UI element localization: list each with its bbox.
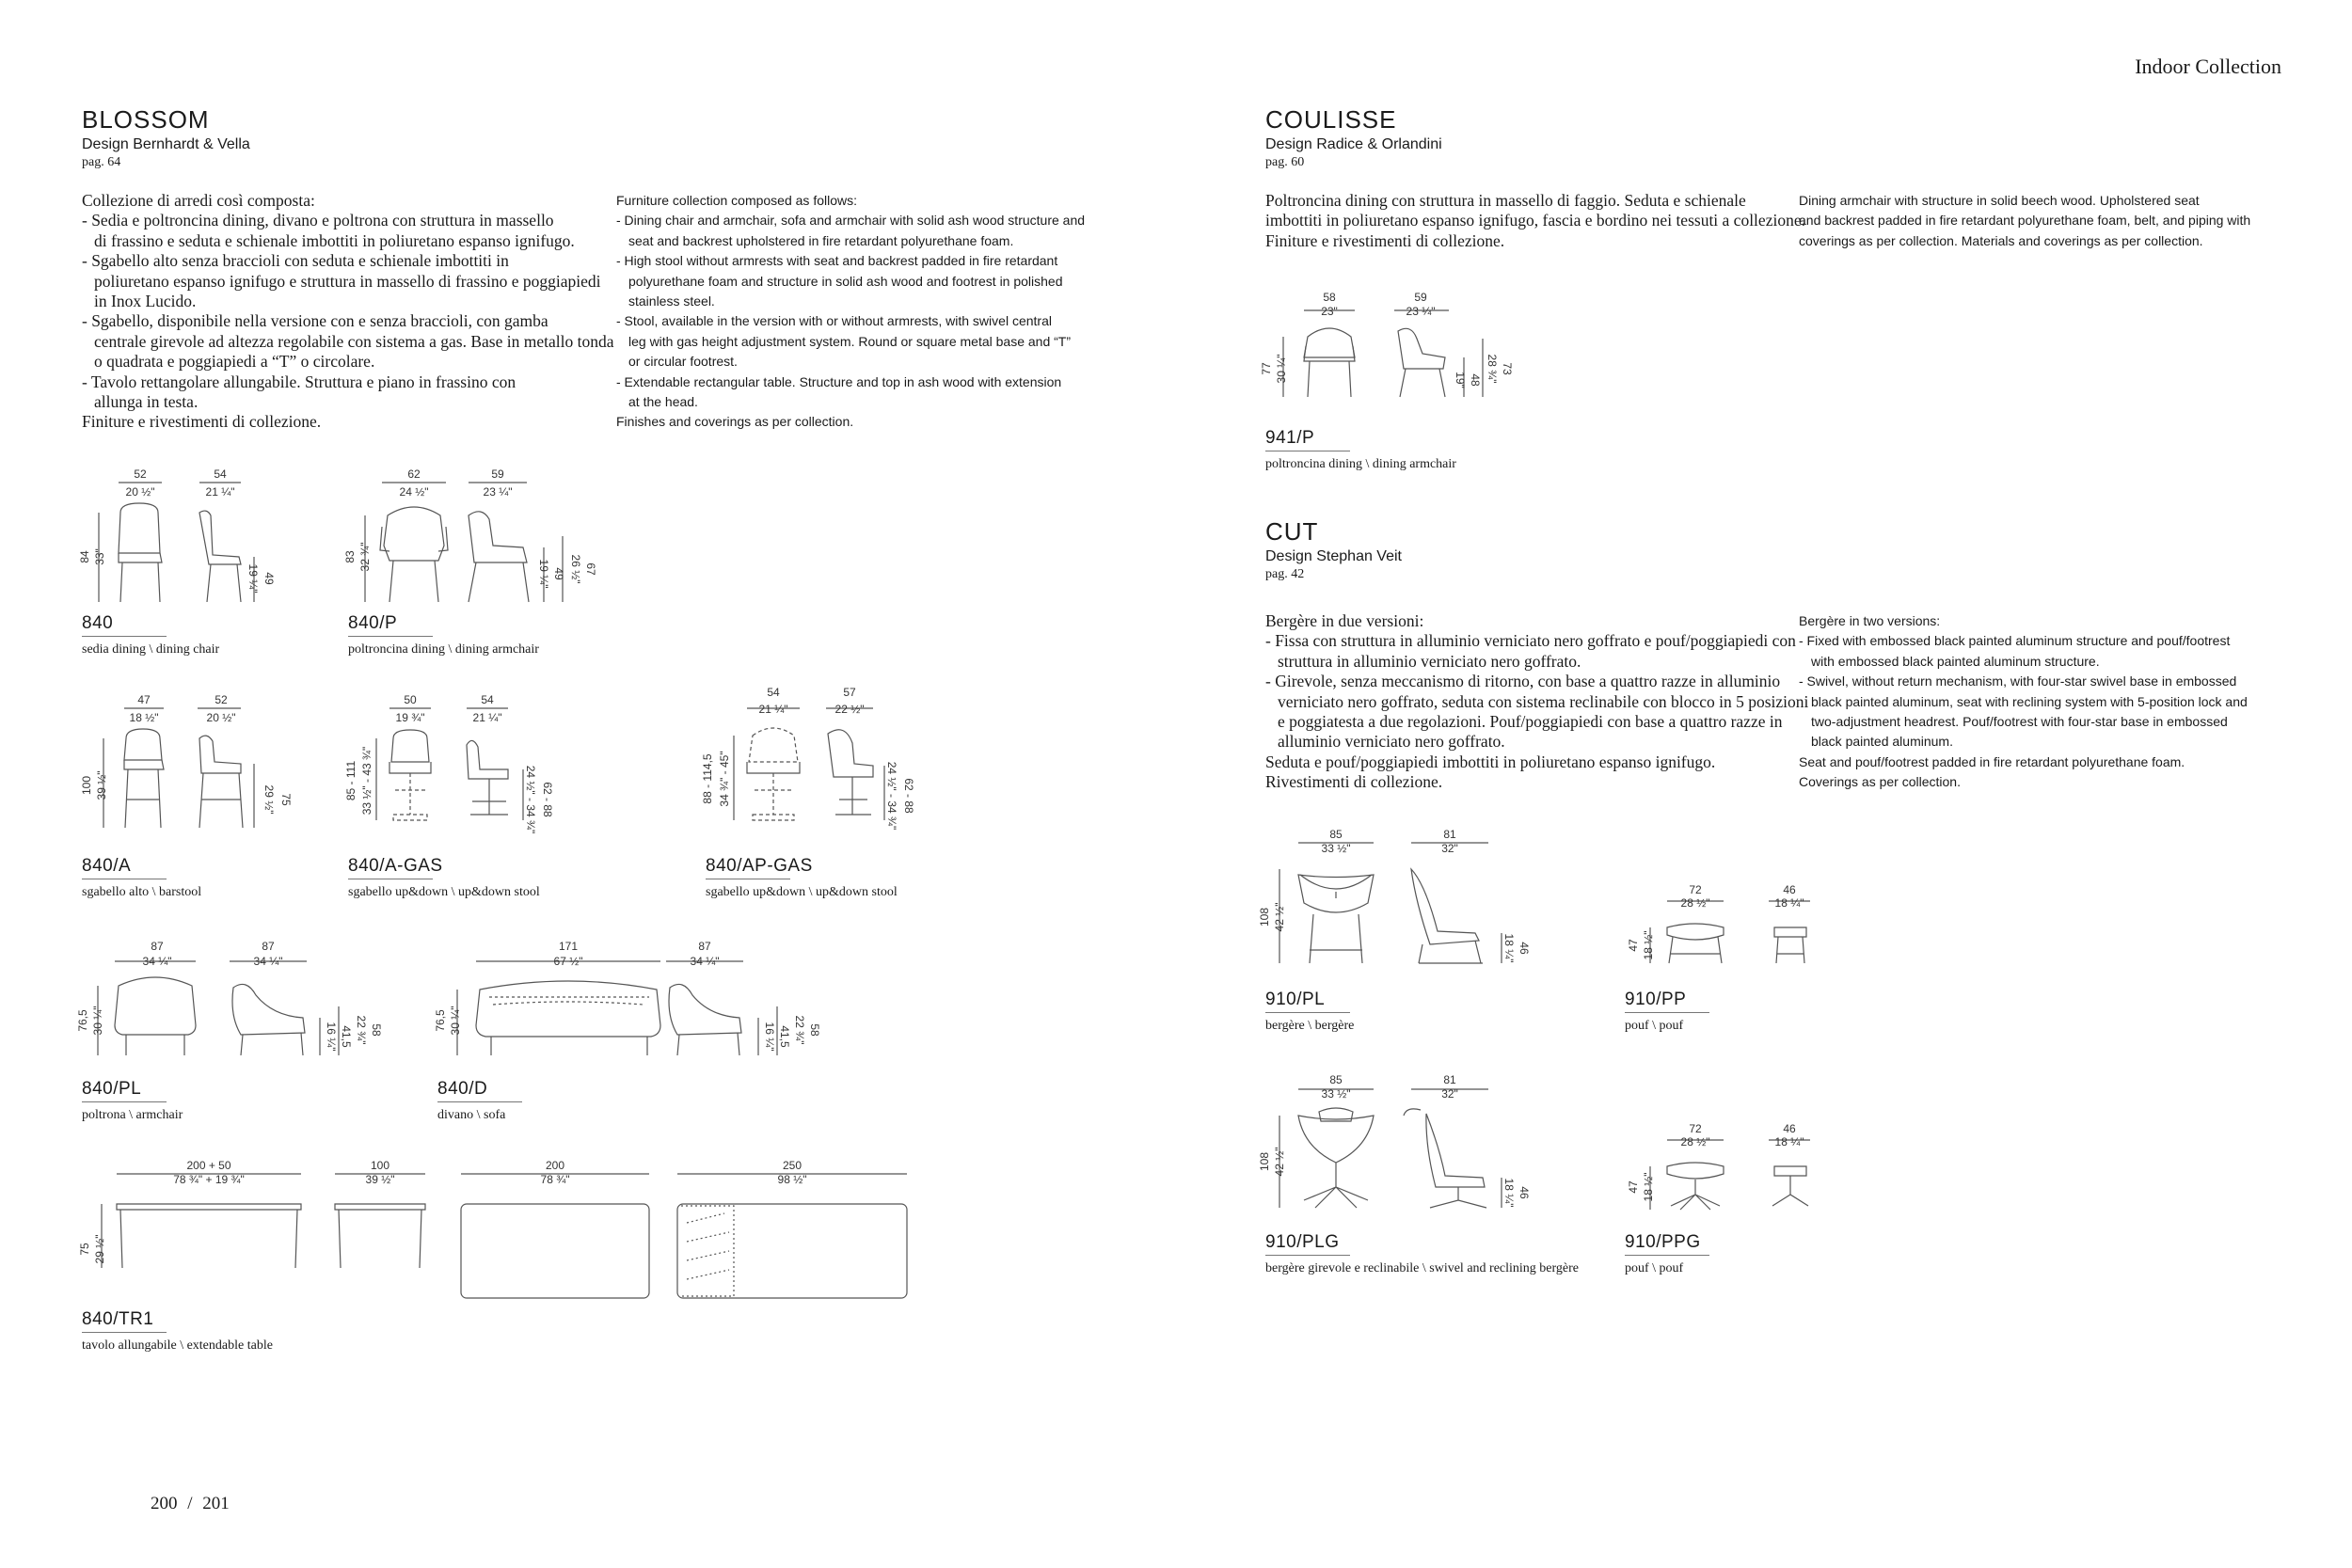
dim-depth-inch: 23 ¼" xyxy=(1406,305,1436,318)
text-line: - High stool without armrests with seat and backrest padded in fire retardant xyxy=(616,253,1058,269)
dim-height: 85 - 111 xyxy=(344,760,358,801)
text-line: - Fissa con struttura in alluminio verniciato nero goffrato e pouf/poggiapiedi con xyxy=(1265,631,1796,651)
product-caption: sedia dining \ dining chair xyxy=(82,642,220,657)
product-code: 840/TR1 xyxy=(82,1309,154,1329)
designer: Design Radice & Orlandini xyxy=(1265,136,1442,152)
dim-depth-inch: 20 ½" xyxy=(206,711,236,724)
dim-depth: 46 xyxy=(1783,1122,1796,1135)
text-line: Coverings as per collection. xyxy=(1799,774,1961,790)
section-title: CUT xyxy=(1265,517,1319,546)
dim-width-inch: 24 ½" xyxy=(399,485,429,499)
dim-height-inch: 39 ½" xyxy=(95,770,108,800)
text-line: - Dining chair and armchair, sofa and armchair with solid ash wood structure and xyxy=(616,213,1086,229)
collection-title: Indoor Collection xyxy=(2135,55,2281,78)
dim-depth: 81 xyxy=(1443,1073,1456,1086)
dim-seat: 46 xyxy=(1518,942,1531,955)
dim-seat: 49 xyxy=(552,567,565,580)
dim-depth-inch: 32" xyxy=(1441,842,1458,855)
dim-width: 52 xyxy=(134,467,147,481)
dim-seat-inch: 24 ½" - 34 ¾" xyxy=(885,761,898,831)
product-code: 840/D xyxy=(437,1079,488,1099)
dim-height-inch: 42 ½" xyxy=(1273,902,1286,932)
dim-height: 108 xyxy=(1258,907,1271,927)
dim-height: 47 xyxy=(1627,939,1640,952)
dim-width-inch: 19 ¾" xyxy=(395,711,425,724)
dim-height-inch: 18 ½" xyxy=(1642,1172,1655,1202)
dim-arm-inch: 28 ¾" xyxy=(1486,354,1499,384)
dim-seat: 62 - 88 xyxy=(541,782,554,817)
dim-seat-inch: 16 ¼" xyxy=(763,1022,776,1052)
dim-seat: 41,5 xyxy=(340,1025,353,1048)
text-line: - Fixed with embossed black painted aluminum structure and pouf/footrest xyxy=(1799,633,2231,649)
dim-depth-inch: 39 ½" xyxy=(365,1173,395,1186)
page-reference: pag. 42 xyxy=(1265,567,1305,581)
drawing-910-pp xyxy=(1627,883,1810,963)
dim-height: 75 xyxy=(78,1243,91,1256)
dim-height-inch: 33 ½" - 43 ¾" xyxy=(360,746,373,816)
dim-width: 47 xyxy=(137,693,151,706)
product-caption: divano \ sofa xyxy=(437,1108,506,1122)
section-title: COULISSE xyxy=(1265,105,1397,134)
dim-width-inch: 34 ¼" xyxy=(142,955,172,968)
drawing-910-plg xyxy=(1258,1073,1531,1208)
product-caption: sgabello up&down \ up&down stool xyxy=(348,885,540,899)
text-line: or circular footrest. xyxy=(628,354,738,370)
dim-height: 108 xyxy=(1258,1151,1271,1172)
text-line: - Tavolo rettangolare allungabile. Struttura e piano in frassino con xyxy=(82,372,516,391)
page-reference: pag. 64 xyxy=(82,155,121,169)
dim-length-inch: 78 ¾" + 19 ¾" xyxy=(173,1173,245,1186)
drawing-840 xyxy=(78,467,276,602)
product-code: 910/PP xyxy=(1625,990,1687,1009)
dim-arm: 67 xyxy=(584,562,597,576)
dim-seat-inch: 19 ¼" xyxy=(537,559,550,589)
dim-width: 62 xyxy=(407,467,421,481)
dim-width: 85 xyxy=(1329,828,1343,841)
text-line: at the head. xyxy=(628,394,698,410)
dim-width: 54 xyxy=(767,686,780,699)
product-code: 840/PL xyxy=(82,1079,142,1099)
dim-height: 76,5 xyxy=(76,1009,89,1032)
product-code: 840/AP-GAS xyxy=(706,856,813,876)
dim-seat: 75 xyxy=(279,793,293,806)
dim-height-inch: 30 ¼" xyxy=(449,1006,462,1036)
text-line: Finiture e rivestimenti di collezione. xyxy=(82,412,322,432)
dim-depth: 54 xyxy=(481,693,494,706)
dim-height: 84 xyxy=(78,550,91,563)
text-line: in Inox Lucido. xyxy=(94,292,197,311)
product-caption: bergère \ bergère xyxy=(1265,1019,1355,1033)
text-line: Furniture collection composed as follows: xyxy=(616,193,858,208)
text-line: with embossed black painted aluminum structure. xyxy=(1811,653,2100,669)
dim-depth: 59 xyxy=(1414,291,1427,304)
text-line: Finiture e rivestimenti di collezione. xyxy=(1265,230,1505,250)
text-line: polyurethane foam and structure in solid ash wood and footrest in polished xyxy=(628,273,1063,289)
dim-depth-inch: 18 ¼" xyxy=(1774,896,1804,910)
drawing-840-a-gas xyxy=(344,693,554,833)
dim-length: 200 + 50 xyxy=(186,1159,231,1172)
text-line: - Girevole, senza meccanismo di ritorno, con base a quattro razze in alluminio xyxy=(1265,672,1781,691)
designer: Design Stephan Veit xyxy=(1265,548,1402,564)
dim-width-inch: 67 ½" xyxy=(553,955,583,968)
dim-width: 50 xyxy=(404,693,417,706)
dim-height-inch: 33" xyxy=(93,548,106,565)
text-line: - Sedia e poltroncina dining, divano e poltrona con struttura in massello xyxy=(82,211,554,230)
designer: Design Bernhardt & Vella xyxy=(82,136,250,152)
dim-height: 47 xyxy=(1627,1180,1640,1194)
text-line: Bergère in two versions: xyxy=(1799,613,1941,628)
dim-depth: 59 xyxy=(491,467,504,481)
text-line: o quadrata e poggiapiedi a “T” o circolare. xyxy=(94,352,375,372)
dim-width-inch: 23" xyxy=(1321,305,1338,318)
dim-height-inch: 29 ½" xyxy=(93,1234,106,1264)
product-caption: pouf \ pouf xyxy=(1625,1019,1684,1033)
dim-depth-inch: 23 ¼" xyxy=(483,485,513,499)
product-code: 910/PL xyxy=(1265,990,1326,1009)
dim-seat: 49 xyxy=(262,572,276,585)
product-code: 941/P xyxy=(1265,428,1315,448)
drawing-840-d xyxy=(434,940,821,1055)
dim-height: 76,5 xyxy=(434,1009,447,1032)
text-line: Seat and pouf/footrest padded in fire retardant polyurethane foam. xyxy=(1799,753,2185,769)
dim-arm-inch: 22 ¾" xyxy=(793,1015,806,1045)
dim-seat: 48 xyxy=(1469,373,1482,387)
text-line: Collezione di arredi così composta: xyxy=(82,191,315,210)
dim-depth-inch: 21 ¼" xyxy=(205,485,235,499)
text-line: Bergère in due versioni: xyxy=(1265,611,1424,630)
drawing-910-ppg xyxy=(1627,1122,1810,1210)
text-line: di frassino e seduta e schienale imbottiti in poliuretano espanso ignifugo. xyxy=(94,230,575,250)
dim-width-inch: 18 ½" xyxy=(129,711,159,724)
text-line: and backrest padded in fire retardant polyurethane foam, belt, and piping with xyxy=(1799,213,2251,229)
dim-arm-inch: 26 ½" xyxy=(569,554,582,584)
text-line: Dining armchair with structure in solid beech wood. Upholstered seat xyxy=(1799,193,2200,208)
product-code: 910/PPG xyxy=(1625,1232,1701,1252)
dim-arm: 58 xyxy=(808,1023,821,1037)
text-line: alluminio verniciato nero goffrato. xyxy=(1278,732,1505,752)
text-line: - Sgabello, disponibile nella versione con e senza braccioli, con gamba xyxy=(82,311,548,331)
dim-width: 171 xyxy=(558,940,579,953)
text-line: leg with gas height adjustment system. Round or square metal base and “T” xyxy=(628,333,1072,349)
product-caption: pouf \ pouf xyxy=(1625,1261,1684,1275)
text-line: black painted aluminum. xyxy=(1811,734,1953,750)
text-line: - Stool, available in the version with or without armrests, with swivel central xyxy=(616,313,1052,329)
drawing-941-p xyxy=(1260,291,1514,397)
text-line: Poltroncina dining con struttura in massello di faggio. Seduta e schienale xyxy=(1265,191,1746,210)
product-caption: sgabello alto \ barstool xyxy=(82,885,202,899)
dim-depth-inch: 34 ¼" xyxy=(690,955,720,968)
dim-depth-inch: 32" xyxy=(1441,1087,1458,1101)
product-code: 840 xyxy=(82,613,114,633)
dim-height-inch: 32 ¾" xyxy=(358,542,372,572)
text-line: imbottiti in poliuretano espanso ignifugo, fascia e bordino nei tessuti a collezione. xyxy=(1265,211,1805,230)
drawing-840-tr1 xyxy=(78,1159,907,1298)
text-line: two-adjustment headrest. Pouf/footrest with four-star base in embossed xyxy=(1811,714,2228,730)
dim-height: 77 xyxy=(1260,362,1273,375)
dim-depth: 87 xyxy=(262,940,275,953)
dim-height: 83 xyxy=(343,550,357,563)
dim-width-inch: 28 ½" xyxy=(1680,1135,1710,1148)
dim-seat-inch: 19 ¼" xyxy=(246,563,260,594)
product-caption: poltroncina dining \ dining armchair xyxy=(348,642,539,657)
dim-closed: 200 xyxy=(545,1159,565,1172)
dim-depth: 57 xyxy=(843,686,856,699)
text-line: Finishes and coverings as per collection. xyxy=(616,414,854,430)
text-line: coverings as per collection. Materials and coverings as per collection. xyxy=(1799,232,2203,248)
product-code: 840/A xyxy=(82,856,132,876)
dim-seat-inch: 29 ½" xyxy=(262,784,276,815)
dim-extended: 250 xyxy=(782,1159,803,1172)
text-line: poliuretano espanso ignifugo e struttura in massello di frassino e poggiapiedi xyxy=(94,271,601,291)
product-caption: sgabello up&down \ up&down stool xyxy=(706,885,898,899)
dim-seat-inch: 19" xyxy=(1454,372,1467,388)
dim-width: 58 xyxy=(1323,291,1336,304)
text-line: - Sgabello alto senza braccioli con seduta e schienale imbottiti in xyxy=(82,251,509,271)
dim-height-inch: 18 ½" xyxy=(1642,930,1655,960)
text-line: struttura in alluminio verniciato nero goffrato. xyxy=(1278,651,1581,671)
text-line: allunga in testa. xyxy=(94,392,199,412)
dim-seat: 46 xyxy=(1518,1186,1531,1199)
drawing-840-p xyxy=(343,467,597,602)
text-line: seat and backrest upholstered in fire retardant polyurethane foam. xyxy=(628,232,1014,248)
dim-width-inch: 33 ½" xyxy=(1321,1087,1351,1101)
dim-seat: 62 - 88 xyxy=(902,778,915,814)
dim-height-inch: 34 ¾" - 45" xyxy=(718,751,731,807)
dim-depth: 87 xyxy=(698,940,711,953)
dim-arm: 58 xyxy=(370,1023,383,1037)
text-line: - Extendable rectangular table. Structure and top in ash wood with extension xyxy=(616,373,1062,389)
text-line: verniciato nero goffrato, seduta con sistema reclinabile con blocco in 5 posizioni xyxy=(1278,691,1809,711)
dim-closed-inch: 78 ¾" xyxy=(540,1173,570,1186)
dim-depth: 46 xyxy=(1783,883,1796,896)
product-caption: poltrona \ armchair xyxy=(82,1108,183,1122)
dim-height-inch: 42 ½" xyxy=(1273,1147,1286,1177)
text-line: - Swivel, without return mechanism, with four-star swivel base in embossed xyxy=(1799,673,2237,689)
dim-width-inch: 20 ½" xyxy=(125,485,155,499)
dim-depth: 100 xyxy=(370,1159,390,1172)
dim-height-inch: 30 ¼" xyxy=(91,1006,104,1036)
product-caption: poltroncina dining \ dining armchair xyxy=(1265,457,1456,471)
drawing-910-pl xyxy=(1258,828,1531,963)
dim-depth-inch: 21 ¼" xyxy=(472,711,502,724)
dim-width: 85 xyxy=(1329,1073,1343,1086)
dim-depth-inch: 34 ¼" xyxy=(253,955,283,968)
section-title: BLOSSOM xyxy=(82,105,210,134)
dim-seat-inch: 16 ¼" xyxy=(325,1022,338,1052)
product-code: 840/A-GAS xyxy=(348,856,443,876)
text-line: Rivestimenti di collezione. xyxy=(1265,772,1443,792)
dim-height: 100 xyxy=(80,775,93,796)
product-code: 840/P xyxy=(348,613,398,633)
text-line: Seduta e pouf/poggiapiedi imbottiti in poliuretano espanso ignifugo. xyxy=(1265,752,1716,771)
dim-width: 87 xyxy=(151,940,164,953)
dim-seat-inch: 24 ½" - 34 ¾" xyxy=(524,765,537,834)
dim-width: 72 xyxy=(1689,883,1702,896)
product-caption: bergère girevole e reclinabile \ swivel and reclining bergère xyxy=(1265,1261,1579,1275)
dim-depth: 54 xyxy=(214,467,227,481)
dim-height-inch: 30 ¼" xyxy=(1275,354,1288,384)
product-caption: tavolo allungabile \ extendable table xyxy=(82,1338,273,1353)
dim-depth: 81 xyxy=(1443,828,1456,841)
product-code: 910/PLG xyxy=(1265,1232,1340,1252)
dim-seat: 41,5 xyxy=(778,1025,791,1048)
dim-width: 72 xyxy=(1689,1122,1702,1135)
dim-depth-inch: 18 ¼" xyxy=(1774,1135,1804,1148)
dim-seat-inch: 18 ¼" xyxy=(1502,933,1516,963)
dim-width-inch: 33 ½" xyxy=(1321,842,1351,855)
dim-seat-inch: 18 ¼" xyxy=(1502,1178,1516,1208)
dim-arm: 73 xyxy=(1501,362,1514,375)
text-line: black painted aluminum, seat with reclining system with 5-position lock and xyxy=(1811,693,2248,709)
page-numbers: 200 / 201 xyxy=(151,1494,230,1513)
drawing-840-a xyxy=(80,693,293,828)
dim-depth-inch: 22 ½" xyxy=(834,703,865,716)
dim-height: 88 - 114,5 xyxy=(701,753,714,804)
text-line: stainless steel. xyxy=(628,293,715,309)
drawing-840-pl xyxy=(76,940,383,1055)
dim-extended-inch: 98 ½" xyxy=(777,1173,807,1186)
text-line: centrale girevole ad altezza regolabile con sistema a gas. Base in metallo tonda xyxy=(94,331,614,351)
drawing-840-ap-gas xyxy=(701,686,915,830)
page-reference: pag. 60 xyxy=(1265,155,1305,169)
text-line: e poggiatesta a due regolazioni. Pouf/poggiapiedi con base a quattro razze in xyxy=(1278,712,1783,732)
dim-arm-inch: 22 ¾" xyxy=(355,1015,368,1045)
dim-width-inch: 21 ¼" xyxy=(758,703,788,716)
dim-depth: 52 xyxy=(215,693,228,706)
dim-width-inch: 28 ½" xyxy=(1680,896,1710,910)
